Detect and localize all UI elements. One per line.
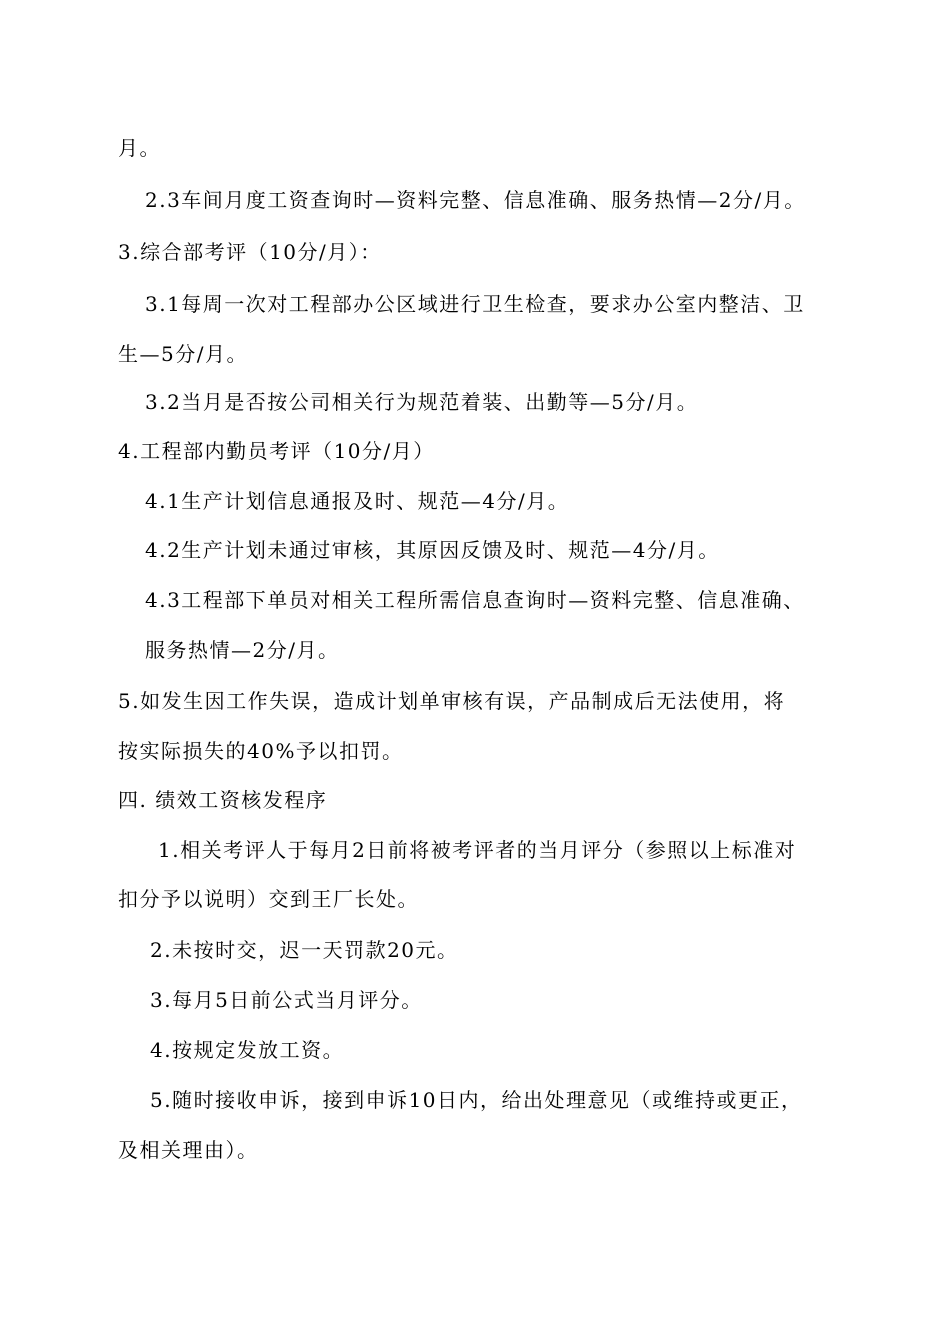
text-line: 4.2生产计划未通过审核，其原因反馈及时、规范—4分/月。 bbox=[145, 538, 720, 562]
text-line: 月。 bbox=[118, 136, 161, 160]
text-line: 1.相关考评人于每月2日前将被考评者的当月评分（参照以上标准对 bbox=[158, 838, 797, 862]
text-line: 4.按规定发放工资。 bbox=[150, 1038, 345, 1062]
text-line: 4.1生产计划信息通报及时、规范—4分/月。 bbox=[145, 489, 570, 513]
text-line: 4.3工程部下单员对相关工程所需信息查询时—资料完整、信息准确、 bbox=[145, 588, 805, 612]
text-line: 3.综合部考评（10分/月）： bbox=[118, 240, 382, 264]
text-line: 扣分予以说明）交到王厂长处。 bbox=[118, 887, 419, 911]
text-line: 生—5分/月。 bbox=[118, 342, 248, 366]
text-line: 5.随时接收申诉，接到申诉10日内，给出处理意见（或维持或更正， bbox=[150, 1088, 803, 1112]
text-line: 4.工程部内勤员考评（10分/月） bbox=[118, 439, 435, 463]
text-line: 3.2当月是否按公司相关行为规范着装、出勤等—5分/月。 bbox=[145, 390, 699, 414]
text-line: 2.未按时交，迟一天罚款20元。 bbox=[150, 938, 459, 962]
text-line: 按实际损失的40%予以扣罚。 bbox=[118, 739, 404, 763]
text-line: 3.1每周一次对工程部办公区域进行卫生检查，要求办公室内整洁、卫 bbox=[145, 292, 805, 316]
text-line: 3.每月5日前公式当月评分。 bbox=[150, 988, 423, 1012]
text-line: 及相关理由）。 bbox=[118, 1138, 259, 1162]
text-line: 2.3车间月度工资查询时—资料完整、信息准确、服务热情—2分/月。 bbox=[145, 188, 806, 212]
text-line: 5.如发生因工作失误，造成计划单审核有误，产品制成后无法使用，将 bbox=[118, 689, 786, 713]
text-line: 服务热情—2分/月。 bbox=[145, 638, 340, 662]
section-heading: 四. 绩效工资核发程序 bbox=[118, 788, 328, 812]
